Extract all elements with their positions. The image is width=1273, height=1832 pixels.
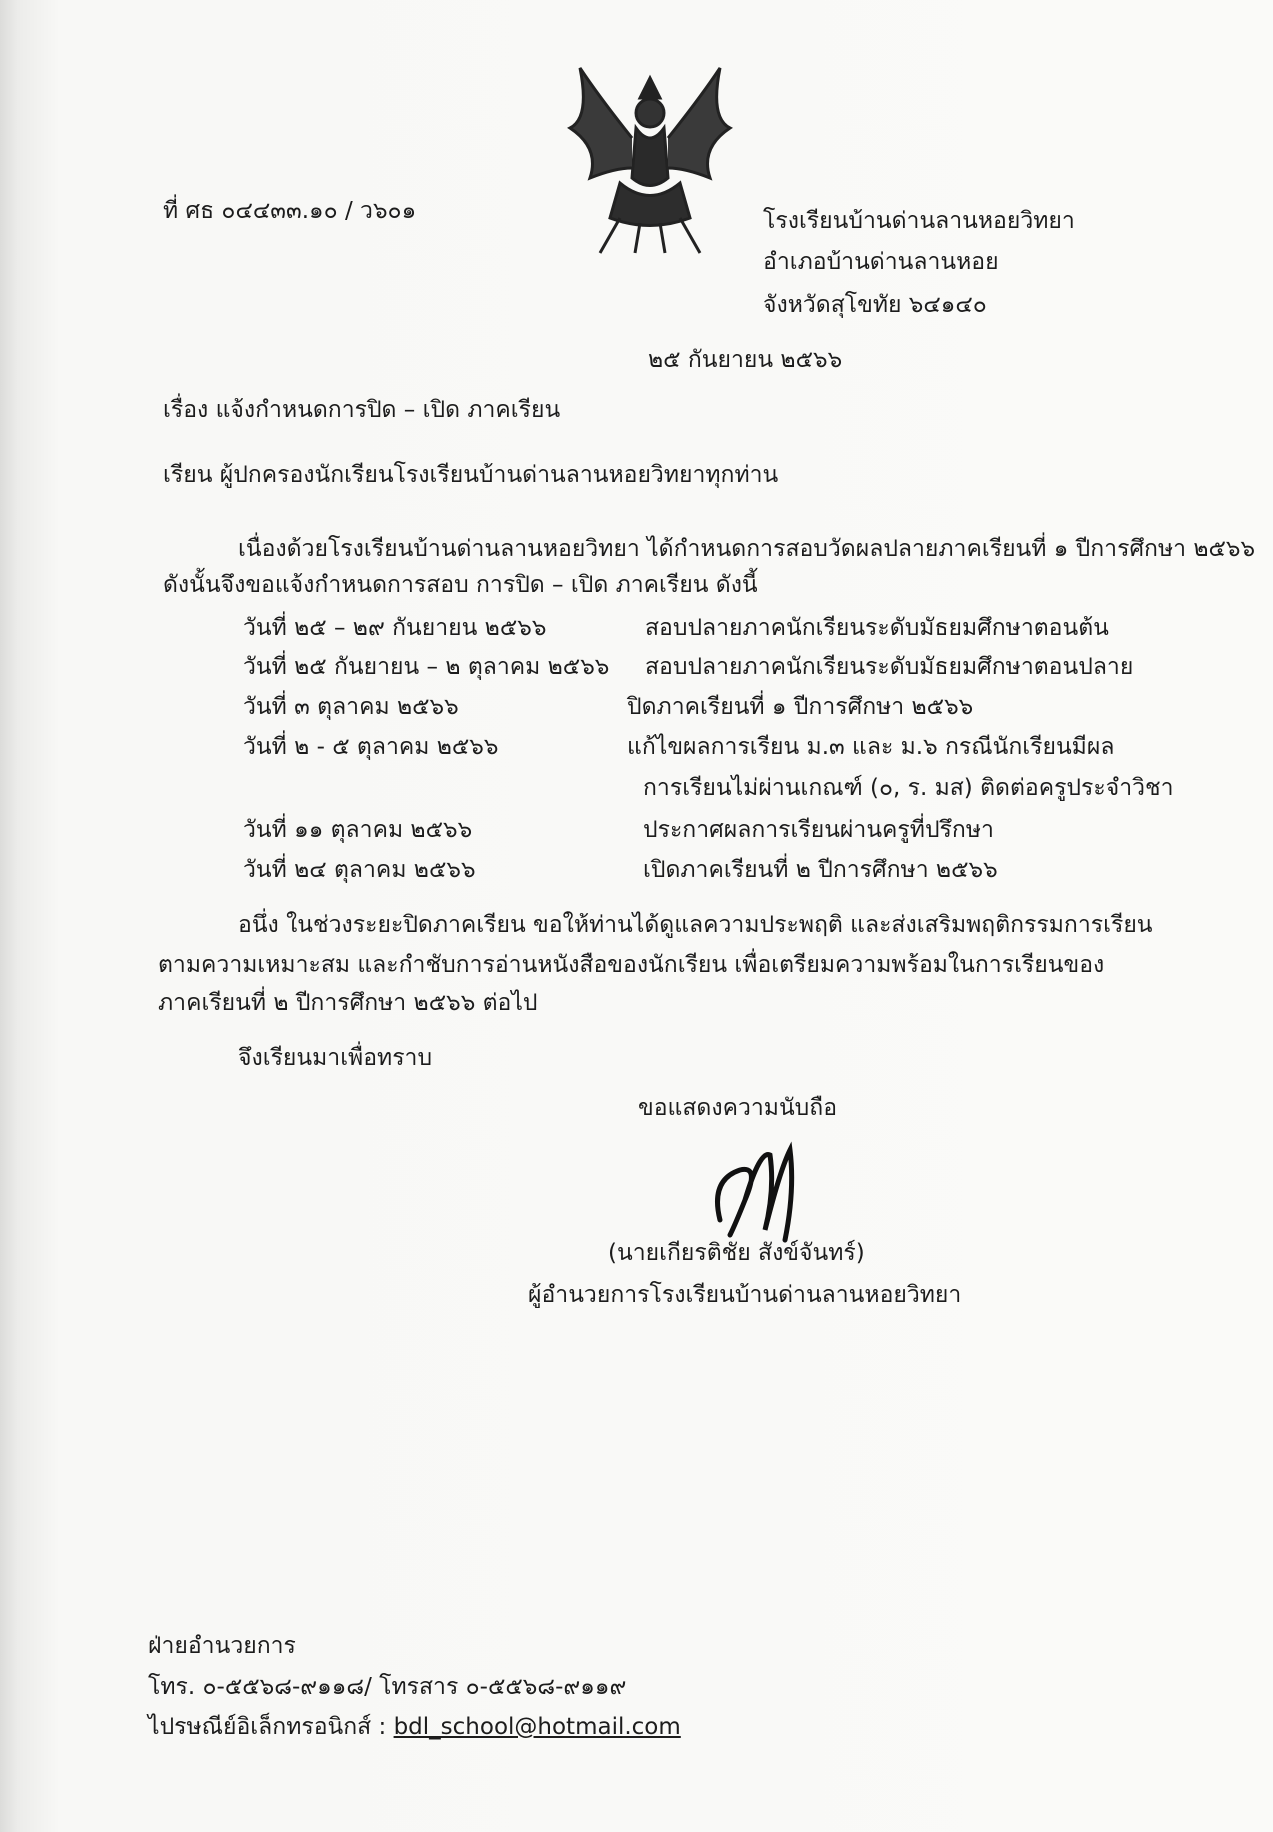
school-address-line-2: อำเภอบ้านด่านลานหอย [763,249,999,275]
closing-line-3: ภาคเรียนที่ ๒ ปีการศึกษา ๒๕๖๖ ต่อไป [158,990,538,1016]
salutation-line: เรียน ผู้ปกครองนักเรียนโรงเรียนบ้านด่านลานหอยวิทยาทุกท่าน [163,462,779,488]
schedule-date-5: วันที่ ๑๑ ตุลาคม ๒๕๖๖ [243,817,473,843]
footer-email-label: ไปรษณีย์อิเล็กทรอนิกส์ : [148,1714,394,1740]
inform-line: จึงเรียนมาเพื่อทราบ [238,1045,433,1071]
footer-phone: โทร. ๐-๕๕๖๘-๙๑๑๘/ โทรสาร ๐-๕๕๖๘-๙๑๑๙ [148,1674,627,1700]
school-address-line-1: โรงเรียนบ้านด่านลานหอยวิทยา [763,208,1075,234]
intro-line-2: ดังนั้นจึงขอแจ้งกำหนดการสอบ การปิด – เปิด ภาคเรียน ดังนี้ [163,572,758,598]
schedule-event-4: แก้ไขผลการเรียน ม.๓ และ ม.๖ กรณีนักเรียนมีผล [627,734,1115,760]
footer-department: ฝ่ายอำนวยการ [148,1633,296,1659]
letter-date: ๒๕ กันยายน ๒๕๖๖ [648,347,843,373]
intro-line-1: เนื่องด้วยโรงเรียนบ้านด่านลานหอยวิทยา ได้กำหนดการสอบวัดผลปลายภาคเรียนที่ ๑ ปีการศึกษา ๒๕๖๖ [238,536,1256,562]
school-address-line-3: จังหวัดสุโขทัย ๖๔๑๔๐ [763,292,987,318]
signature-icon [700,1140,810,1250]
schedule-event-5: ประกาศผลการเรียนผ่านครูที่ปรึกษา [643,817,994,843]
signer-name: (นายเกียรติชัย สังข์จันทร์) [608,1240,865,1266]
signer-title: ผู้อำนวยการโรงเรียนบ้านด่านลานหอยวิทยา [528,1282,962,1308]
schedule-date-6: วันที่ ๒๔ ตุลาคม ๒๕๖๖ [243,857,476,883]
footer-email-link[interactable]: bdl_school@hotmail.com [393,1714,681,1740]
schedule-event-3: ปิดภาคเรียนที่ ๑ ปีการศึกษา ๒๕๖๖ [627,694,974,720]
schedule-event-1: สอบปลายภาคนักเรียนระดับมัธยมศึกษาตอนต้น [645,615,1109,641]
reference-number: ที่ ศธ ๐๔๔๓๓.๑๐ / ว๖๐๑ [163,198,417,224]
schedule-event-6: เปิดภาคเรียนที่ ๒ ปีการศึกษา ๒๕๖๖ [643,857,998,883]
regards-line: ขอแสดงความนับถือ [638,1095,838,1121]
schedule-date-4: วันที่ ๒ - ๕ ตุลาคม ๒๕๖๖ [243,734,499,760]
schedule-event-2: สอบปลายภาคนักเรียนระดับมัธยมศึกษาตอนปลาย [645,654,1134,680]
schedule-date-1: วันที่ ๒๕ – ๒๙ กันยายน ๒๕๖๖ [243,615,547,641]
footer-email-row [148,1712,681,1742]
garuda-emblem-icon [560,58,740,258]
closing-line-2: ตามความเหมาะสม และกำชับการอ่านหนังสือของนักเรียน เพื่อเตรียมความพร้อมในการเรียนของ [158,952,1105,978]
closing-line-1: อนึ่ง ในช่วงระยะปิดภาคเรียน ขอให้ท่านได้ดูแลความประพฤติ และส่งเสริมพฤติกรรมการเรียน [238,912,1153,938]
schedule-date-2: วันที่ ๒๕ กันยายน – ๒ ตุลาคม ๒๕๖๖ [243,654,610,680]
schedule-event-4-cont: การเรียนไม่ผ่านเกณฑ์ (๐, ร. มส) ติดต่อครูประจำวิชา [643,775,1174,801]
schedule-date-3: วันที่ ๓ ตุลาคม ๒๕๖๖ [243,694,459,720]
subject-line: เรื่อง แจ้งกำหนดการปิด – เปิด ภาคเรียน [163,397,561,423]
